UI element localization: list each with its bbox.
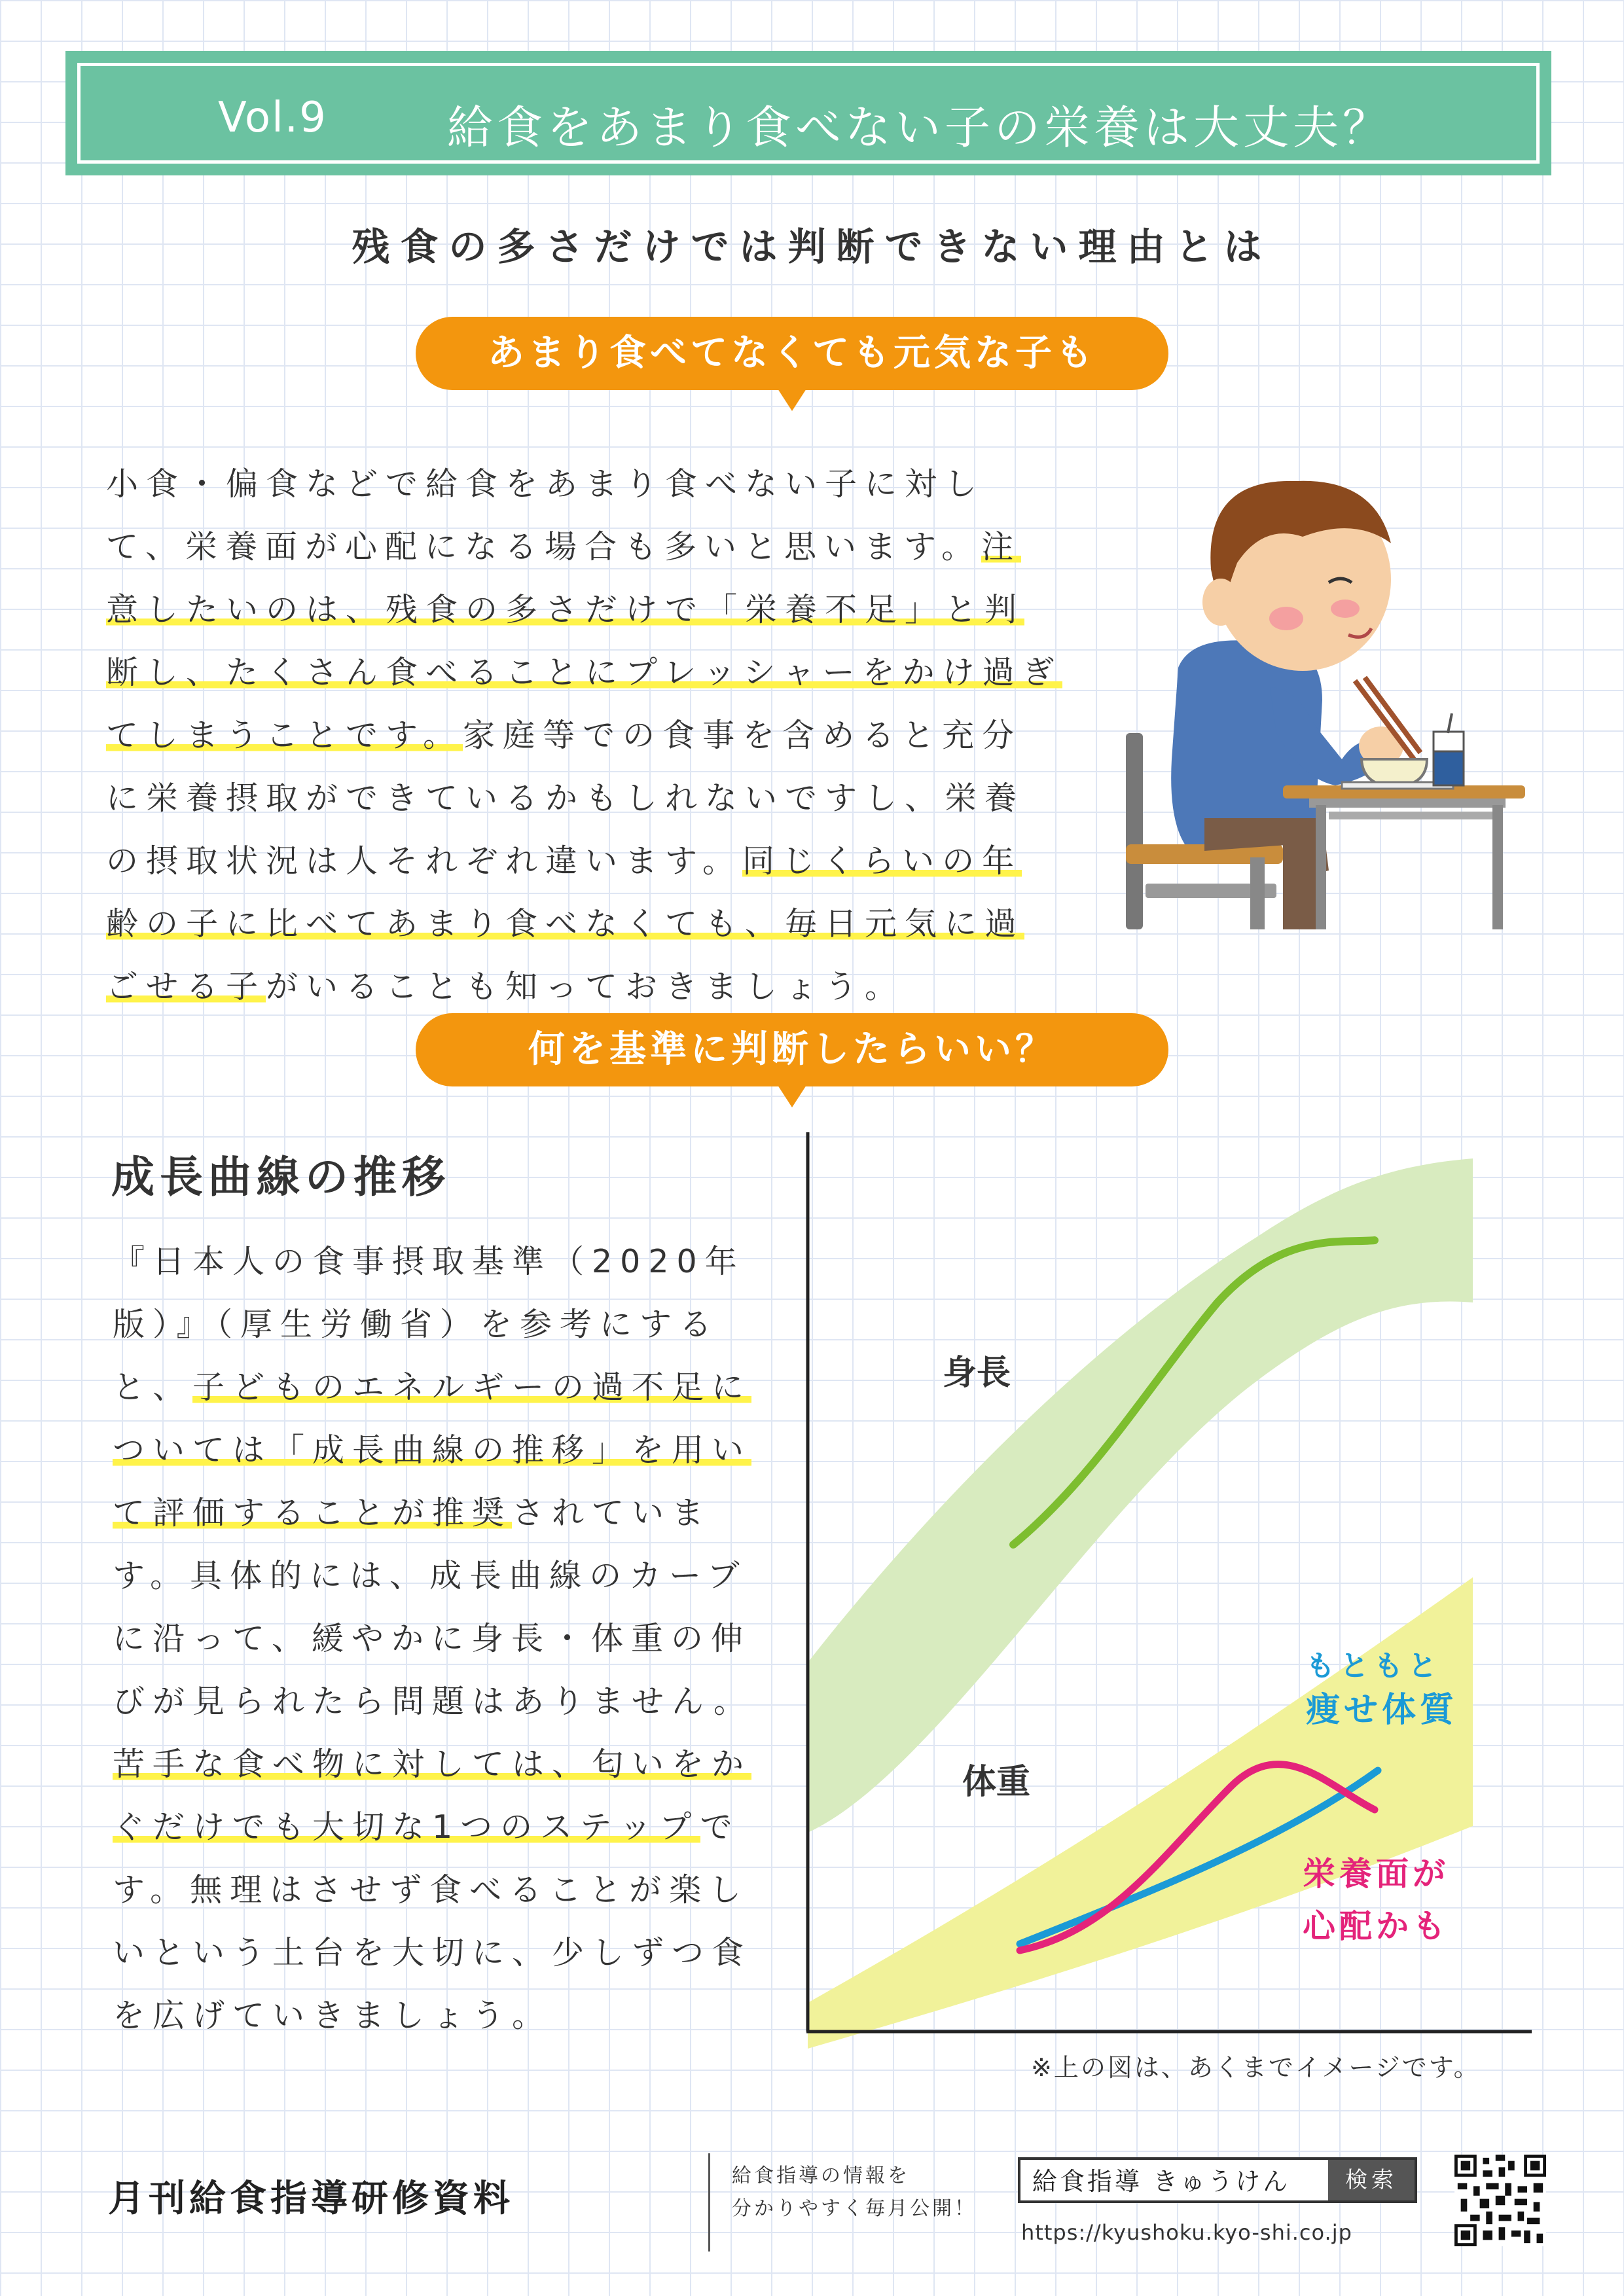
thin-label-line2: 痩せ体質 xyxy=(1306,1691,1458,1730)
header-frame xyxy=(77,63,1540,164)
paragraph-line xyxy=(106,830,1062,893)
highlighted-text: 注 xyxy=(981,528,1022,565)
paragraph-line xyxy=(106,893,1062,956)
highlighted-text: てしまうことです。 xyxy=(106,717,463,754)
qr-code-icon[interactable] xyxy=(1454,2155,1546,2246)
volume-label: Vol.9 xyxy=(218,94,327,142)
highlighted-text: 苦手な食べ物に対しては、匂いをか xyxy=(113,1746,752,1783)
publication-title: 月刊給食指導研修資料 xyxy=(108,2178,514,2220)
highlighted-text: 断し、たくさん食べることにプレッシャーをかけ過ぎ xyxy=(106,654,1062,691)
line-text: を広げていきましょう。 xyxy=(113,1997,552,2034)
site-url[interactable]: https://kyushoku.kyo-shi.co.jp xyxy=(1021,2220,1352,2245)
paragraph-line xyxy=(113,1607,753,1670)
highlighted-text: て評価することが推奨 xyxy=(113,1494,513,1532)
highlighted-text: 同じくらいの年 xyxy=(742,842,1022,880)
paragraph-line xyxy=(106,516,1062,579)
section1-heading-pill xyxy=(416,317,1168,390)
paragraph-line xyxy=(106,704,1062,767)
section2-heading-pill xyxy=(416,1013,1168,1086)
paragraph-line xyxy=(113,1984,753,2047)
line-text: す。具体的には、成長曲線のカーブ xyxy=(113,1557,748,1594)
section1-heading-label: あまり食べてなくても元気な子も xyxy=(488,332,1096,374)
paragraph-line xyxy=(113,1356,753,1419)
boy-eating-illustration xyxy=(1106,452,1525,929)
line-text: いという土台を大切に、少しずつ食 xyxy=(113,1934,752,1971)
highlighted-text: 齢の子に比べてあまり食べなくても、毎日元気に過 xyxy=(106,905,1025,942)
growth-curve-chart xyxy=(785,1132,1545,2049)
line-text: びが見られたら問題はありません。 xyxy=(113,1683,753,1720)
concern-label-line1: 栄養面が xyxy=(1303,1855,1449,1893)
footer-tagline xyxy=(732,2160,977,2225)
paragraph-line xyxy=(113,1670,753,1733)
paragraph-line xyxy=(113,1733,753,1796)
paragraph-line xyxy=(113,1922,753,1984)
line-text: されていま xyxy=(512,1494,712,1532)
page-title: 給食をあまり食べない子の栄養は大丈夫？ xyxy=(447,101,1392,154)
highlighted-text: 意したいのは、残食の多さだけで「栄養不足」と判 xyxy=(106,591,1025,628)
paragraph-line xyxy=(113,1545,753,1607)
line-text: に栄養摂取ができているかもしれないですし、栄養 xyxy=(106,780,1025,817)
highlighted-text: ついては「成長曲線の推移」を用い xyxy=(113,1431,752,1469)
line-text: で xyxy=(700,1808,740,1846)
paragraph-line xyxy=(106,579,1062,641)
section2-heading-label: 何を基準に判断したらいい？ xyxy=(528,1028,1056,1071)
footer-divider xyxy=(708,2153,710,2251)
paragraph-line xyxy=(113,1419,753,1482)
line-text: て、栄養面が心配になる場合も多いと思います。 xyxy=(106,528,982,565)
line-text: す。無理はさせず食べることが楽し xyxy=(113,1871,749,1909)
tagline-line2: 分かりやすく毎月公開！ xyxy=(732,2197,977,2220)
growth-curve-heading: 成長曲線の推移 xyxy=(111,1152,450,1202)
line-text: 『日本人の食事摂取基準（2020年 xyxy=(113,1243,745,1280)
section2-paragraph xyxy=(113,1230,753,2047)
line-text: と、 xyxy=(113,1369,193,1406)
tagline-line1: 給食指導の情報を xyxy=(732,2164,910,2187)
line-text: に沿って、緩やかに身長・体重の伸 xyxy=(113,1620,751,1657)
highlighted-text: 子どものエネルギーの過不足に xyxy=(192,1369,752,1406)
paragraph-line xyxy=(106,767,1062,830)
search-button[interactable]: 検索 xyxy=(1328,2160,1415,2200)
header-banner xyxy=(65,51,1551,175)
page-subtitle: 残食の多さだけでは判断できない理由とは xyxy=(352,224,1272,269)
height-label: 身長 xyxy=(943,1354,1011,1393)
paragraph-line xyxy=(113,1796,753,1859)
paragraph-line xyxy=(106,453,1062,516)
weight-label: 体重 xyxy=(962,1763,1031,1802)
paragraph-line xyxy=(113,1482,753,1545)
line-text: 家庭等での食事を含めると充分 xyxy=(463,717,1022,754)
paragraph-line xyxy=(113,1293,753,1356)
chart-note: ※上の図は、あくまでイメージです。 xyxy=(1031,2053,1481,2082)
line-text: の摂取状況は人それぞれ違います。 xyxy=(106,842,743,880)
paragraph-line xyxy=(113,1859,753,1922)
line-text: 小食・偏食などで給食をあまり食べない子に対し xyxy=(106,465,985,503)
thin-label-line1: もともと xyxy=(1306,1649,1442,1683)
highlighted-text: ぐだけでも大切な1つのステップ xyxy=(113,1808,700,1846)
concern-label-line2: 心配かも xyxy=(1303,1907,1449,1945)
section1-paragraph xyxy=(106,453,1062,1018)
paragraph-line xyxy=(106,956,1062,1018)
highlighted-text: ごせる子 xyxy=(106,968,266,1005)
search-query-text[interactable]: 給食指導 きゅうけん xyxy=(1032,2167,1291,2196)
search-box[interactable] xyxy=(1018,2157,1417,2203)
paragraph-line xyxy=(106,641,1062,704)
line-text: がいることも知っておきましょう。 xyxy=(266,968,905,1005)
line-text: 版）』（厚生労働省）を参考にする xyxy=(113,1306,720,1343)
paragraph-line xyxy=(113,1230,753,1293)
